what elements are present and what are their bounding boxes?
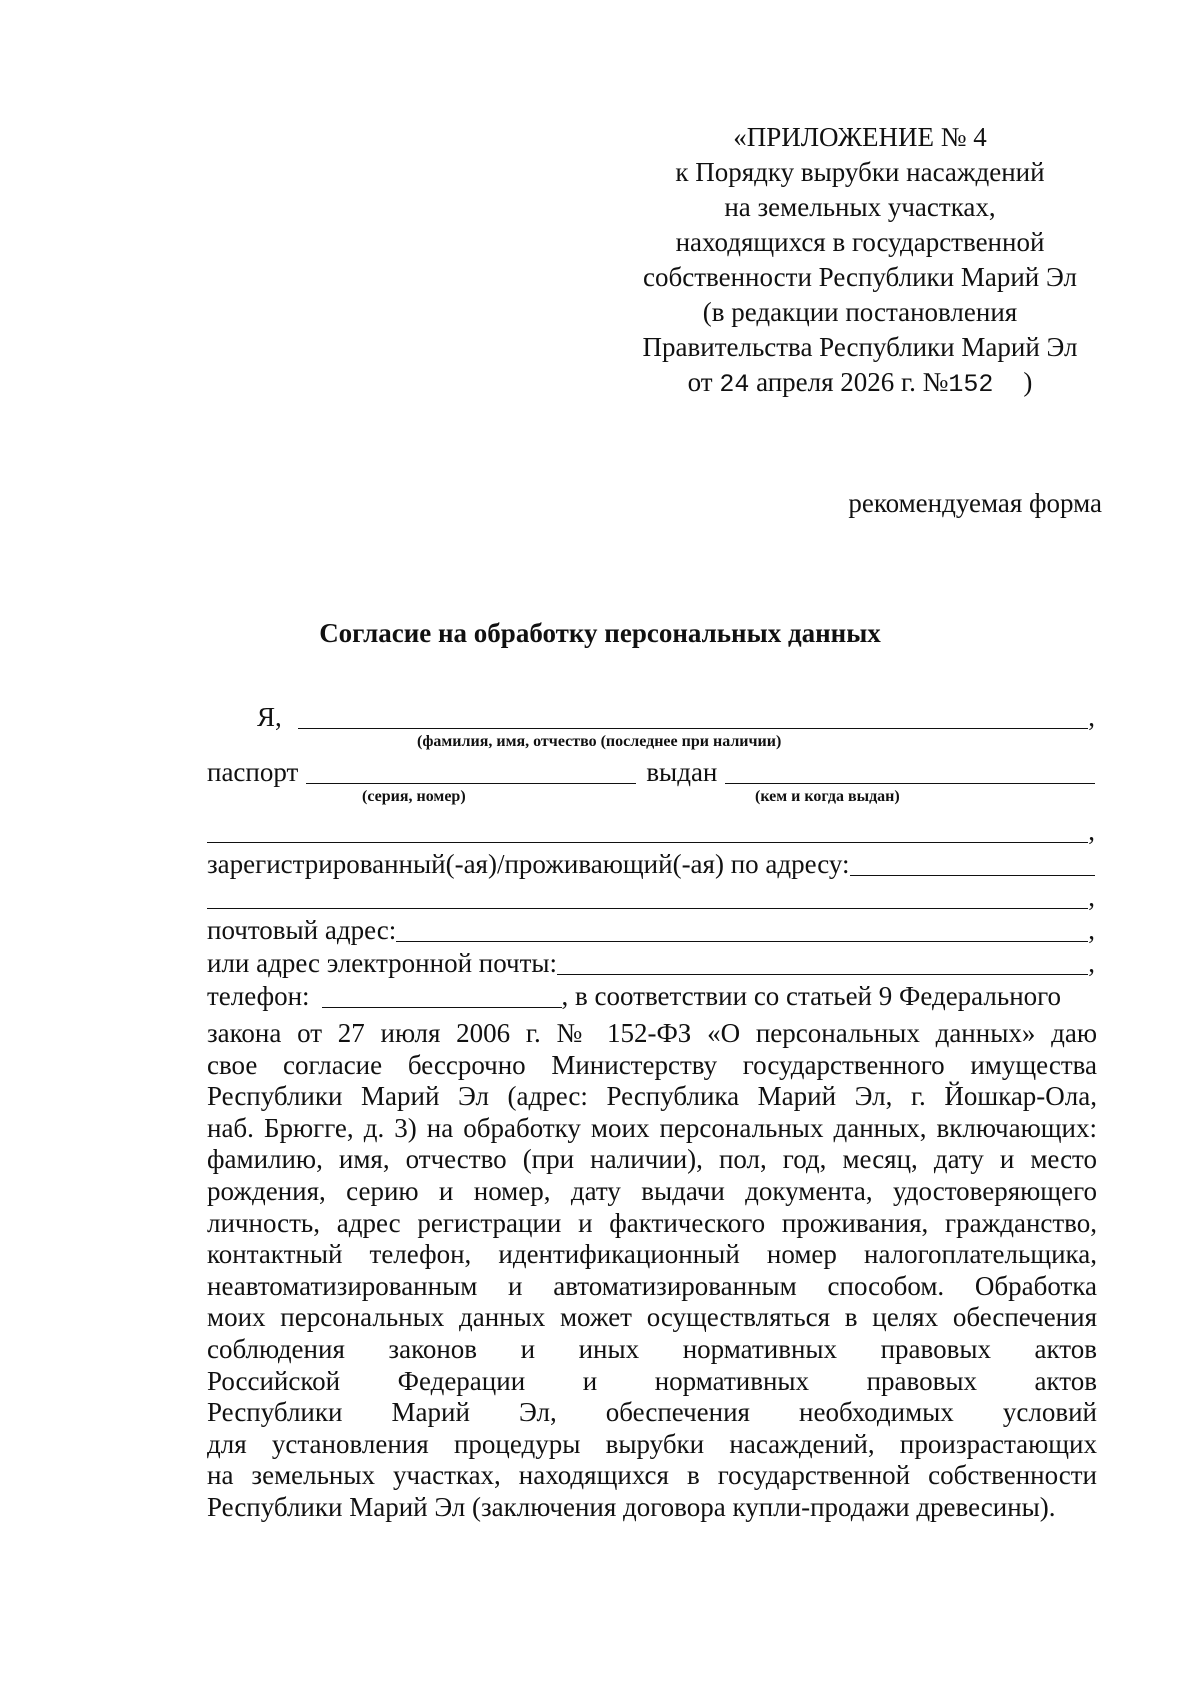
email-label: или адрес электронной почты:	[207, 948, 558, 978]
postal-label: почтовый адрес:	[207, 915, 397, 945]
document-title: Согласие на обработку персональных данных	[319, 618, 881, 648]
phone-label: телефон:	[207, 981, 310, 1011]
appendix-line: Правительства Республики Марий Эл	[642, 332, 1078, 362]
passport-row	[207, 755, 1095, 788]
date-month-year: апреля 2026 г. №	[756, 367, 949, 397]
recommended-form-label: рекомендуемая форма	[848, 488, 1102, 518]
body-line: моих персональных данных может осуществляться в целях обеспечения	[207, 1302, 1097, 1333]
comma: ,	[1088, 915, 1095, 945]
email-row	[207, 946, 1095, 979]
appendix-line: на земельных участках,	[724, 192, 996, 222]
body-line: для установления процедуры вырубки насаждений, произрастающих	[207, 1428, 1097, 1459]
date-prefix: от	[687, 367, 713, 397]
fio-hint-row	[207, 733, 1095, 755]
passport-label: паспорт	[207, 757, 299, 787]
appendix-line: к Порядку вырубки насаждений	[675, 157, 1045, 187]
body-line: свое согласие бессрочно Министерству государственного имущества	[207, 1049, 1097, 1080]
body-line: Российской Федерации и нормативных правовых актов	[207, 1365, 1097, 1396]
comma: ,	[1088, 816, 1095, 846]
phone-tail: , в соответствии со статьей 9 Федерального	[561, 981, 1062, 1011]
body-line: наб. Брюгге, д. 3) на обработку моих персональных данных, включающих:	[207, 1112, 1097, 1143]
decree-number: 152	[948, 370, 994, 399]
comma: ,	[1088, 702, 1095, 732]
body-line: неавтоматизированным и автоматизированным способом. Обработка	[207, 1270, 1097, 1301]
body-line: соблюдения законов и иных нормативных правовых актов	[207, 1333, 1097, 1364]
body-line: личность, адрес регистрации и фактического проживания, гражданство,	[207, 1207, 1097, 1238]
body-line-last: Республики Марий Эл (заключения договора купли-продажи древесины).	[207, 1491, 1056, 1522]
appendix-header	[620, 120, 1100, 402]
body-line: на земельных участках, находящихся в государственной собственности	[207, 1460, 1097, 1491]
body-line: рождения, серию и номер, дату выдачи документа, удостоверяющего	[207, 1175, 1097, 1206]
comma: ,	[1088, 882, 1095, 912]
postal-row	[207, 913, 1095, 946]
address-continuation-row	[207, 880, 1095, 913]
body-line: Республики Марий Эл, обеспечения необходимых условий	[207, 1397, 1097, 1428]
body-line: закона от 27 июля 2006 г. № 152-ФЗ «О персональных данных» даю	[207, 1018, 1097, 1048]
appendix-line: «ПРИЛОЖЕНИЕ № 4	[733, 122, 987, 152]
fio-field[interactable]	[298, 704, 1088, 729]
fio-row	[207, 700, 1095, 733]
issued-hint: (кем и когда выдан)	[755, 788, 900, 805]
registered-address-field[interactable]	[850, 851, 1095, 876]
issued-label: выдан	[646, 757, 718, 787]
body-line: контактный телефон, идентификационный номер налогоплательщика,	[207, 1239, 1097, 1270]
body-line: фамилию, имя, отчество (при наличии), пол, год, месяц, дату и место	[207, 1144, 1097, 1175]
series-hint: (серия, номер)	[362, 788, 466, 805]
close-paren: )	[1023, 367, 1033, 397]
comma: ,	[1088, 948, 1095, 978]
postal-address-field[interactable]	[396, 917, 1088, 942]
consent-form	[207, 700, 1095, 1012]
fio-hint: (фамилия, имя, отчество (последнее при наличии)	[417, 733, 782, 750]
address-continuation-field[interactable]	[207, 884, 1088, 909]
consent-body	[207, 1018, 1097, 1524]
appendix-date-line	[620, 365, 1100, 402]
passport-hint-row	[207, 788, 1095, 810]
appendix-line: находящихся в государственной	[675, 227, 1045, 257]
registered-row	[207, 847, 1095, 880]
issued-continuation-row	[207, 814, 1095, 847]
date-day: 24	[719, 370, 750, 399]
phone-field[interactable]	[322, 983, 562, 1008]
appendix-line: собственности Республики Марий Эл	[643, 262, 1077, 292]
email-field[interactable]	[557, 950, 1088, 975]
issued-by-field[interactable]	[725, 759, 1095, 784]
body-line: Республики Марий Эл (адрес: Республика Марий Эл, г. Йошкар-Ола,	[207, 1081, 1097, 1112]
issued-continuation-field[interactable]	[207, 818, 1088, 843]
passport-series-field[interactable]	[306, 759, 636, 784]
ya-label: Я,	[257, 702, 282, 732]
appendix-line: (в редакции постановления	[702, 297, 1018, 327]
registered-label: зарегистрированный(-ая)/проживающий(-ая) по адресу:	[207, 849, 850, 879]
phone-row	[207, 979, 1095, 1012]
